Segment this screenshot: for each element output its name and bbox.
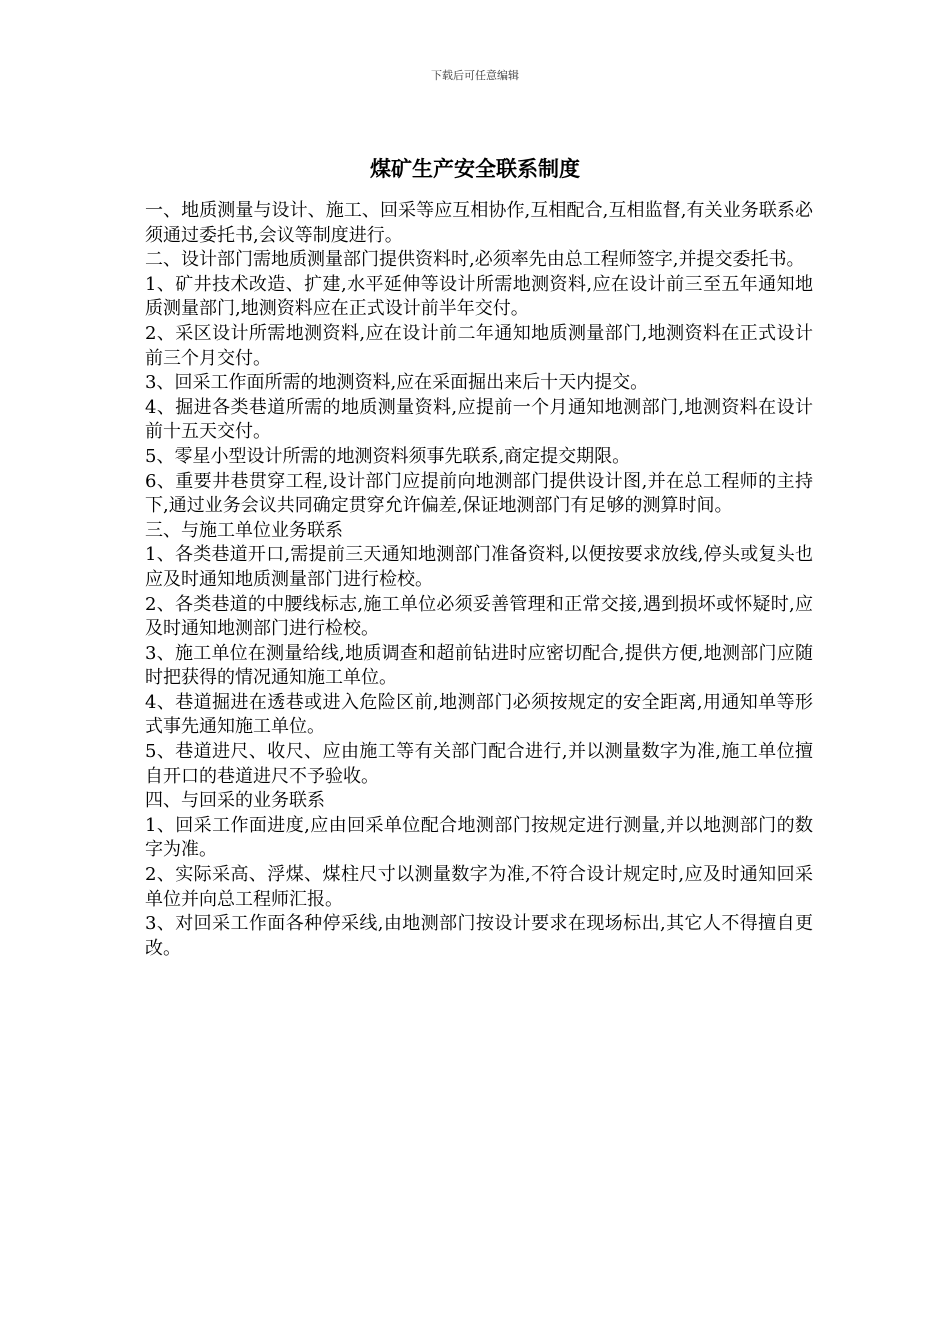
paragraph-item: 3、对回采工作面各种停采线,由地测部门按设计要求在现场标出,其它人不得擅自更改。 <box>145 913 813 959</box>
paragraph-item: 5、巷道进尺、收尺、应由施工等有关部门配合进行,并以测量数字为准,施工单位擅自开口的巷道进尺不予验收。 <box>145 741 813 787</box>
paragraph-item: 4、巷道掘进在透巷或进入危险区前,地测部门必须按规定的安全距离,用通知单等形式事先通知施工单位。 <box>145 691 813 738</box>
header-note: 下载后可任意编辑 <box>431 69 519 82</box>
document-title: 煤矿生产安全联系制度 <box>370 157 580 181</box>
paragraph-item: 6、重要井巷贯穿工程,设计部门应提前向地测部门提供设计图,并在总工程师的主持下,通过业务会议共同确定贯穿允许偏差,保证地测部门有足够的测算时间。 <box>145 470 813 517</box>
paragraph-item: 4、掘进各类巷道所需的地质测量资料,应提前一个月通知地测部门,地测资料在设计前十五天交付。 <box>145 396 813 443</box>
paragraph-item: 3、回采工作面所需的地测资料,应在采面掘出来后十天内提交。 <box>145 372 649 394</box>
paragraph-item: 2、各类巷道的中腰线标志,施工单位必须妥善管理和正常交接,遇到损坏或怀疑时,应及时通知地测部门进行检校。 <box>145 593 813 640</box>
paragraph-item: 3、施工单位在测量给线,地质调查和超前钻进时应密切配合,提供方便,地测部门应随时把获得的情况通知施工单位。 <box>145 642 813 689</box>
paragraph-section-1: 一、地质测量与设计、施工、回采等应互相协作,互相配合,互相监督,有关业务联系必须通过委托书,会议等制度进行。 <box>145 200 813 246</box>
document-body <box>145 199 813 961</box>
paragraph-item: 1、回采工作面进度,应由回采单位配合地测部门按规定进行测量,并以地测部门的数字为准。 <box>145 814 813 861</box>
paragraph-section-2: 二、设计部门需地质测量部门提供资料时,必须率先由总工程师签字,并提交委托书。 <box>145 249 805 271</box>
paragraph-item: 2、实际采高、浮煤、煤柱尺寸以测量数字为准,不符合设计规定时,应及时通知回采单位并向总工程师汇报。 <box>145 864 813 910</box>
paragraph-item: 1、矿井技术改造、扩建,水平延伸等设计所需地测资料,应在设计前三至五年通知地质测量部门,地测资料应在正式设计前半年交付。 <box>145 273 813 320</box>
paragraph-item: 5、零星小型设计所需的地测资料须事先联系,商定提交期限。 <box>145 445 631 467</box>
section-heading-3: 三、与施工单位业务联系 <box>145 519 343 541</box>
paragraph-item: 2、采区设计所需地测资料,应在设计前二年通知地质测量部门,地测资料在正式设计前三个月交付。 <box>145 322 813 369</box>
section-heading-4: 四、与回采的业务联系 <box>145 790 325 812</box>
paragraph-item: 1、各类巷道开口,需提前三天通知地测部门准备资料,以便按要求放线,停头或复头也应及时通知地质测量部门进行检校。 <box>145 544 813 590</box>
